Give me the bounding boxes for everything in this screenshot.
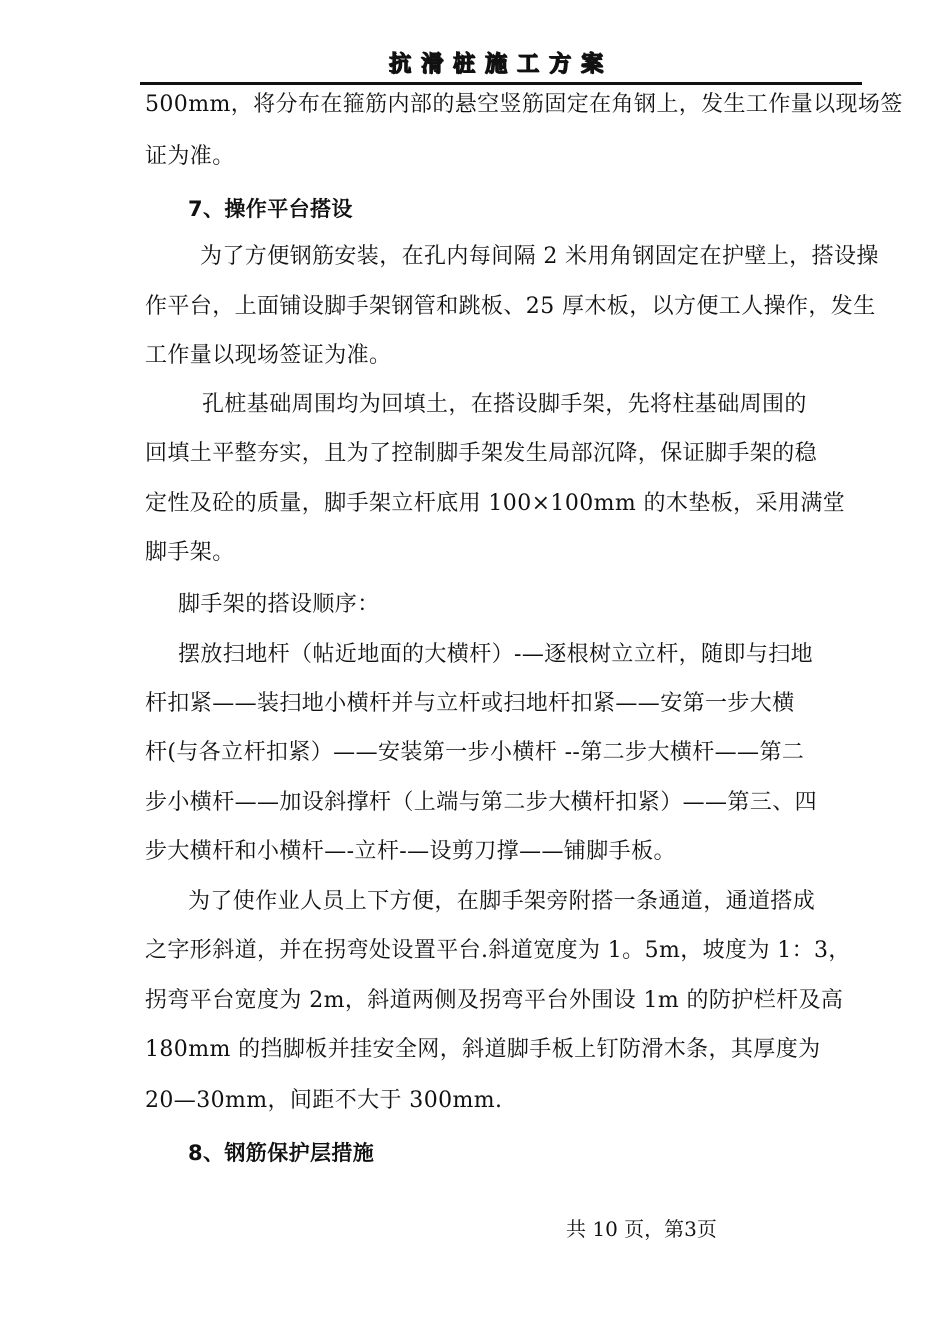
header-divider [140, 82, 862, 85]
section-heading-7: 7、操作平台搭设 [188, 197, 353, 221]
body-line: 工作量以现场签证为准。 [145, 343, 392, 368]
body-line: 摆放扫地杆（帖近地面的大横杆）-—逐根树立立杆，随即与扫地 [178, 642, 814, 667]
body-line: 定性及砼的质量，脚手架立杆底用 100×100mm 的木垫板，采用满堂 [145, 491, 846, 516]
body-line: 步大横杆和小横杆—-立杆-—设剪刀撑——铺脚手板。 [145, 839, 676, 864]
body-line: 杆(与各立杆扣紧）——安装第一步小横杆 --第二步大横杆——第二 [145, 740, 805, 765]
document-header-title: 抗滑桩施工方案 [388, 51, 613, 77]
body-line: 之字形斜道，并在拐弯处设置平台.斜道宽度为 1。5m，坡度为 1：3， [145, 938, 851, 963]
body-line: 回填土平整夯实，且为了控制脚手架发生局部沉降，保证脚手架的稳 [145, 441, 818, 466]
body-line: 孔桩基础周围均为回填土，在搭设脚手架，先将柱基础周围的 [202, 392, 807, 417]
body-line: 20—30mm，间距不大于 300mm. [145, 1088, 503, 1113]
page-number: 共 10 页，第3页 [566, 1217, 717, 1241]
body-line: 杆扣紧——装扫地小横杆并与立杆或扫地杆扣紧——安第一步大横 [145, 691, 795, 716]
body-line: 为了使作业人员上下方便，在脚手架旁附搭一条通道，通道搭成 [188, 889, 816, 914]
body-line: 为了方便钢筋安装，在孔内每间隔 2 米用角钢固定在护壁上，搭设操 [200, 244, 879, 269]
body-line: 脚手架。 [145, 540, 235, 565]
body-line: 180mm 的挡脚板并挂安全网，斜道脚手板上钉防滑木条，其厚度为 [145, 1037, 821, 1062]
body-line: 500mm，将分布在箍筋内部的悬空竖筋固定在角钢上，发生工作量以现场签 [145, 92, 903, 117]
body-line: 证为准。 [145, 144, 235, 169]
body-line: 作平台，上面铺设脚手架钢管和跳板、25 厚木板，以方便工人操作，发生 [145, 294, 876, 319]
section-heading-8: 8、钢筋保护层措施 [188, 1141, 375, 1165]
body-line: 脚手架的搭设顺序： [178, 592, 380, 617]
body-line: 拐弯平台宽度为 2m，斜道两侧及拐弯平台外围设 1m 的防护栏杆及高 [145, 988, 844, 1013]
body-line: 步小横杆——加设斜撑杆（上端与第二步大横杆扣紧）——第三、四 [145, 790, 818, 815]
